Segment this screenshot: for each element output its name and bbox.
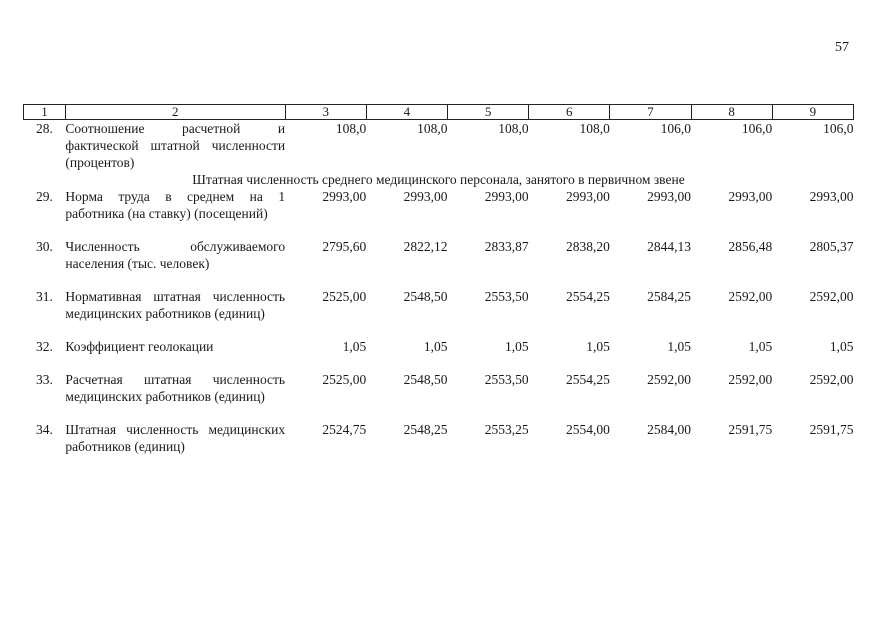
value-cell: 2584,25 — [647, 289, 692, 304]
value-cell: 2805,37 — [809, 239, 854, 254]
value-cell: 2993,00 — [728, 189, 773, 204]
value-cell: 2554,25 — [565, 372, 610, 387]
value-cell: 108,0 — [498, 121, 529, 136]
row-spacer-cell — [24, 222, 854, 238]
value-cell: 2592,00 — [728, 289, 773, 304]
value-cell: 106,0 — [823, 121, 854, 136]
row-spacer-cell — [24, 405, 854, 421]
header-cell: 7 — [610, 105, 691, 120]
value-cell: 108,0 — [417, 121, 448, 136]
value-cell: 2822,12 — [403, 239, 448, 254]
value-cell: 2548,50 — [403, 289, 448, 304]
value-cell: 1,05 — [748, 339, 773, 354]
value-cell: 2838,20 — [565, 239, 610, 254]
value-cell: 2833,87 — [484, 239, 529, 254]
value-cell: 1,05 — [423, 339, 448, 354]
table-row — [24, 421, 854, 455]
value-cell: 2584,00 — [647, 422, 692, 437]
value-cell: 2844,13 — [647, 239, 692, 254]
section-title-row — [24, 171, 854, 188]
value-cell: 1,05 — [505, 339, 529, 354]
indicator-name: Коэффициент геолокации — [65, 339, 214, 354]
section-header — [24, 171, 854, 188]
value-cell: 2553,50 — [484, 372, 529, 387]
value-cell: 2993,00 — [322, 189, 367, 204]
value-cell: 1,05 — [667, 339, 692, 354]
header-cell: 3 — [285, 105, 366, 120]
value-cell: 2591,75 — [728, 422, 773, 437]
row-spacer — [24, 322, 854, 338]
table-row — [24, 188, 854, 222]
value-cell: 2993,00 — [565, 189, 610, 204]
value-cell: 2993,00 — [647, 189, 692, 204]
indicator-name: Численность обслуживаемого населения (тыс. человек) — [65, 239, 286, 271]
indicator-name: Нормативная штатная численность медицинских работников (единиц) — [65, 289, 286, 321]
value-cell: 2548,25 — [403, 422, 448, 437]
value-cell: 2554,25 — [565, 289, 610, 304]
value-cell: 106,0 — [741, 121, 773, 136]
data-table — [23, 104, 854, 455]
row-number: 28. — [36, 121, 53, 136]
value-cell: 2553,50 — [484, 289, 529, 304]
value-cell: 2592,00 — [809, 289, 854, 304]
value-cell: 2591,75 — [809, 422, 854, 437]
value-cell: 1,05 — [586, 339, 610, 354]
header-cell: 8 — [691, 105, 772, 120]
table-row — [24, 120, 854, 172]
indicator-name: Расчетная штатная численность медицинских работников (единиц) — [65, 372, 286, 404]
row-spacer-cell — [24, 322, 854, 338]
value-cell: 2524,75 — [322, 422, 367, 437]
row-spacer — [24, 272, 854, 288]
value-cell: 2525,00 — [322, 372, 367, 387]
row-number: 30. — [36, 239, 53, 254]
value-cell: 108,0 — [579, 121, 610, 136]
value-cell: 2993,00 — [403, 189, 448, 204]
value-cell: 2592,00 — [728, 372, 773, 387]
row-spacer — [24, 405, 854, 421]
value-cell: 1,05 — [829, 339, 854, 354]
indicator-name: Норма труда в среднем на 1 работника (на ставку) (посещений) — [65, 189, 286, 221]
row-number: 34. — [36, 422, 53, 437]
value-cell: 2993,00 — [809, 189, 854, 204]
value-cell: 2548,50 — [403, 372, 448, 387]
header-cell: 2 — [65, 105, 285, 120]
table-header — [24, 105, 854, 120]
value-cell: 2993,00 — [484, 189, 529, 204]
value-cell: 2856,48 — [728, 239, 773, 254]
table-row — [24, 371, 854, 405]
row-number: 32. — [36, 339, 53, 354]
header-cell: 4 — [366, 105, 447, 120]
value-cell: 2795,60 — [322, 239, 367, 254]
value-cell: 2592,00 — [809, 372, 854, 387]
table-row — [24, 288, 854, 322]
header-cell: 1 — [24, 105, 66, 120]
header-cell: 9 — [772, 105, 853, 120]
value-cell: 2553,25 — [484, 422, 529, 437]
row-spacer — [24, 222, 854, 238]
row-number: 33. — [36, 372, 53, 387]
table-row — [24, 238, 854, 272]
section-title: Штатная численность среднего медицинского персонала, занятого в первичном звене — [192, 172, 685, 187]
value-cell: 1,05 — [342, 339, 367, 354]
value-cell: 106,0 — [660, 121, 692, 136]
table-body-b — [24, 188, 854, 455]
value-cell: 2525,00 — [322, 289, 367, 304]
header-cell: 6 — [529, 105, 610, 120]
indicator-name: Штатная численность медицинских работников (единиц) — [65, 422, 286, 454]
header-row — [24, 105, 854, 120]
page-number: 57 — [835, 40, 849, 55]
header-cell: 5 — [447, 105, 528, 120]
indicator-name: Соотношение расчетной и фактической штатной численности (процентов) — [65, 121, 286, 170]
row-number: 29. — [36, 189, 53, 204]
row-spacer-cell — [24, 272, 854, 288]
row-spacer-cell — [24, 355, 854, 371]
value-cell: 108,0 — [335, 121, 367, 136]
table-row — [24, 338, 854, 355]
table-body-a — [24, 120, 854, 172]
value-cell: 2592,00 — [647, 372, 692, 387]
value-cell: 2554,00 — [565, 422, 610, 437]
row-spacer — [24, 355, 854, 371]
row-number: 31. — [36, 289, 53, 304]
